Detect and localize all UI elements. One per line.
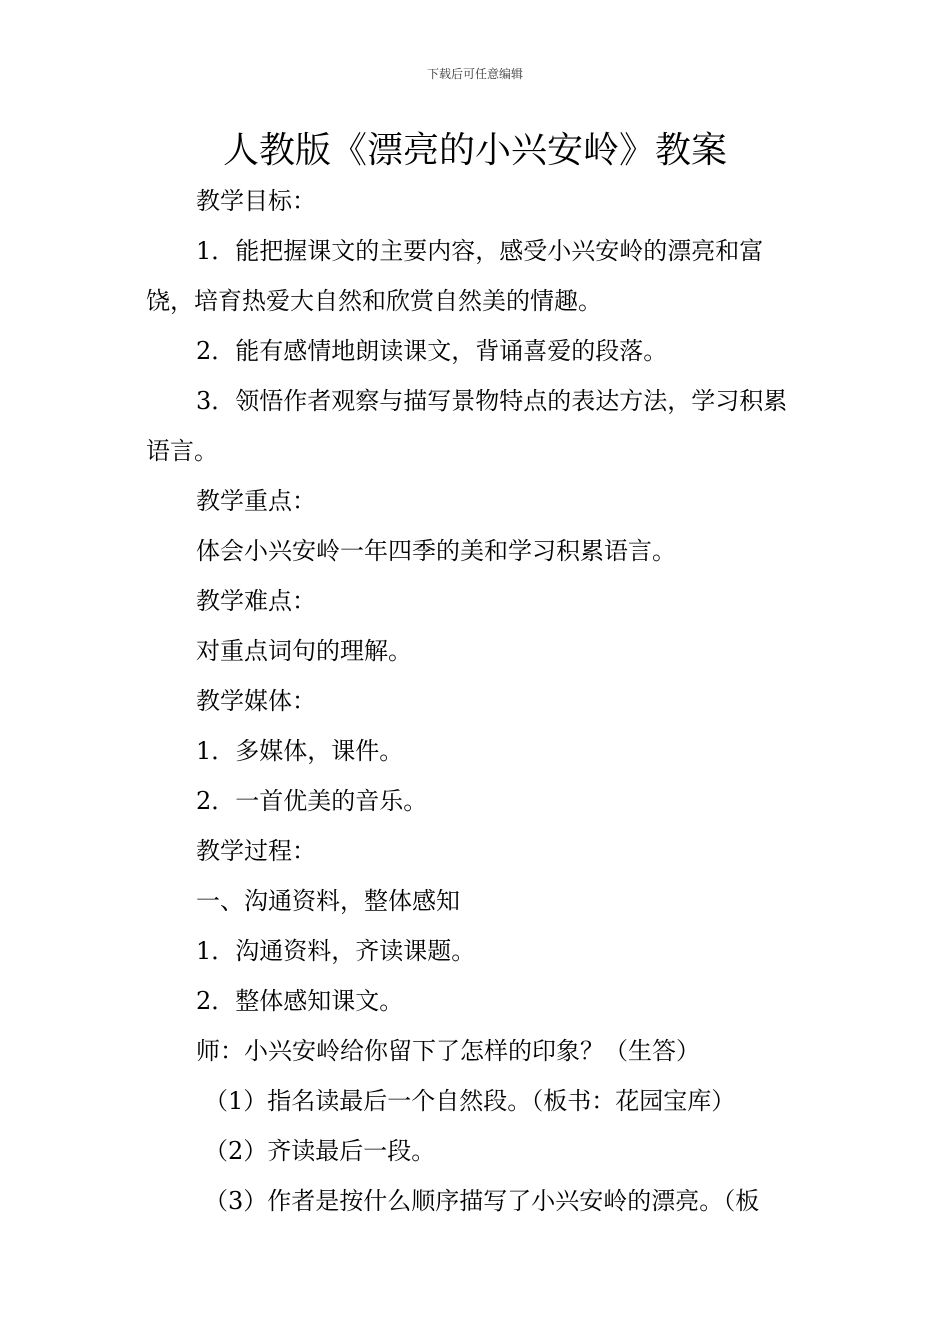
- difficulties-text: 对重点词句的理解。: [196, 637, 412, 665]
- sub-item-3: （3）作者是按什么顺序描写了小兴安岭的漂亮。（板: [204, 1187, 760, 1215]
- process-item-1: 1．沟通资料，齐读课题。: [196, 937, 476, 965]
- section-heading-process: 教学过程：: [196, 837, 316, 865]
- media-item-1: 1．多媒体，课件。: [196, 737, 404, 765]
- section-heading-objectives: 教学目标：: [196, 187, 316, 215]
- key-points-text: 体会小兴安岭一年四季的美和学习积累语言。: [196, 537, 676, 565]
- document-title: 人教版《漂亮的小兴安岭》教案: [222, 130, 727, 171]
- process-item-2: 2．整体感知课文。: [196, 987, 404, 1015]
- section-heading-key-points: 教学重点：: [196, 487, 316, 515]
- sub-item-2: （2）齐读最后一段。: [204, 1137, 436, 1165]
- media-item-2: 2．一首优美的音乐。: [196, 787, 428, 815]
- section-heading-difficulties: 教学难点：: [196, 587, 316, 615]
- sub-item-1: （1）指名读最后一个自然段。（板书：花园宝库）: [204, 1087, 736, 1115]
- objective-item-3: 3．领悟作者观察与描写景物特点的表达方法，学习积累语言。: [146, 387, 788, 465]
- objective-item-2: 2．能有感情地朗读课文，背诵喜爱的段落。: [196, 337, 668, 365]
- process-step-heading: 一、沟通资料，整体感知: [196, 887, 460, 915]
- section-heading-media: 教学媒体：: [196, 687, 316, 715]
- document-body: [146, 176, 810, 1226]
- objective-item-1: 1．能把握课文的主要内容，感受小兴安岭的漂亮和富饶，培育热爱大自然和欣赏自然美的情趣。: [146, 237, 764, 315]
- teacher-question: 师：小兴安岭给你留下了怎样的印象？（生答）: [196, 1037, 700, 1065]
- header-note: 下载后可任意编辑: [426, 67, 523, 81]
